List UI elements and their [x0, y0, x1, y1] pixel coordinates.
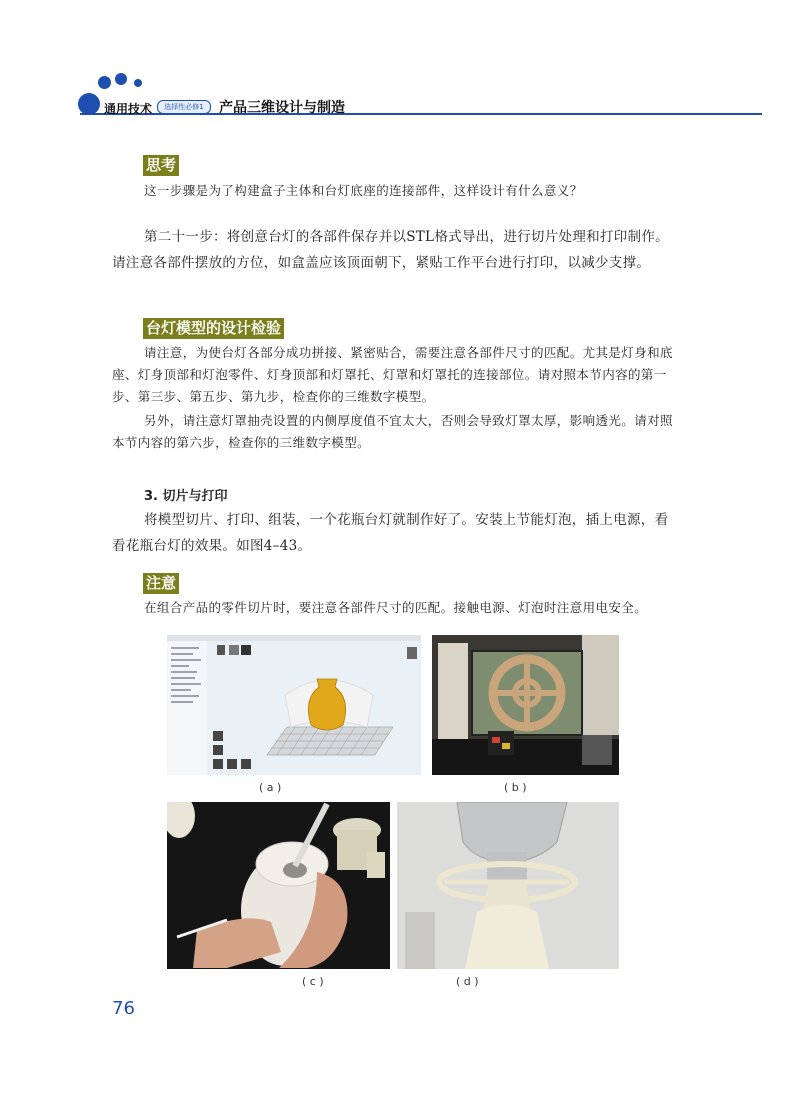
note-text: 在组合产品的零件切片时，要注意各部件尺寸的匹配。接触电源、灯泡时注意用电安全。 — [144, 600, 648, 615]
section-heading: 3. 切片与打印 — [144, 489, 228, 504]
step21-text: 第二十一步：将创意台灯的各部件保存并以STL格式导出，进行切片处理和打印制作。请注意各部件摆放的方位，如盒盖应该顶面朝下，紧贴工作平台进行打印，以减少支撑。 — [112, 229, 669, 271]
figure-d-caption: ( d ) — [456, 975, 479, 988]
header-title: 产品三维设计与制造 — [219, 100, 345, 116]
check-para2: 另外，请注意灯罩抽壳设置的内侧厚度值不宜太大，否则会导致灯罩太厚，影响透光。请对照本节内容的第六步，检查你的三维数字模型。 — [112, 413, 673, 450]
think-text: 这一步骤是为了构建盒子主体和台灯底座的连接部件，这样设计有什么意义？ — [144, 183, 583, 198]
page-number: 76 — [112, 998, 135, 1019]
check-para1: 请注意，为使台灯各部分成功拼接、紧密贴合，需要注意各部件尺寸的匹配。尤其是灯身和底座、灯身顶部和灯泡零件、灯身顶部和灯罩托、灯罩和灯罩托的连接部位。请对照本节内容的第一步、第三步、第五步、第九步，检查你的三维数字模型。 — [112, 345, 673, 404]
header-dot-large — [78, 93, 100, 115]
figure-a-image — [167, 635, 421, 775]
header-dot-medium-2 — [115, 73, 127, 85]
figure-b-image — [432, 635, 619, 775]
note-label: 注意 — [143, 573, 179, 594]
figure-a-caption: ( a ) — [259, 781, 282, 794]
figure-b-caption: ( b ) — [504, 781, 527, 794]
figure-d-image — [397, 802, 619, 969]
header-badge: 选择性必修1 — [157, 100, 211, 114]
header-dot-medium-1 — [98, 76, 111, 89]
figure-c-image — [167, 802, 390, 969]
section-text: 将模型切片、打印、组装，一个花瓶台灯就制作好了。安装上节能灯泡，插上电源，看看花瓶台灯的效果。如图4–43。 — [112, 512, 669, 554]
header-series: 通用技术 — [104, 102, 153, 116]
header-dot-small — [134, 79, 142, 87]
check-label: 台灯模型的设计检验 — [143, 318, 284, 339]
figure-c-caption: ( c ) — [302, 975, 324, 988]
think-label: 思考 — [143, 155, 179, 176]
